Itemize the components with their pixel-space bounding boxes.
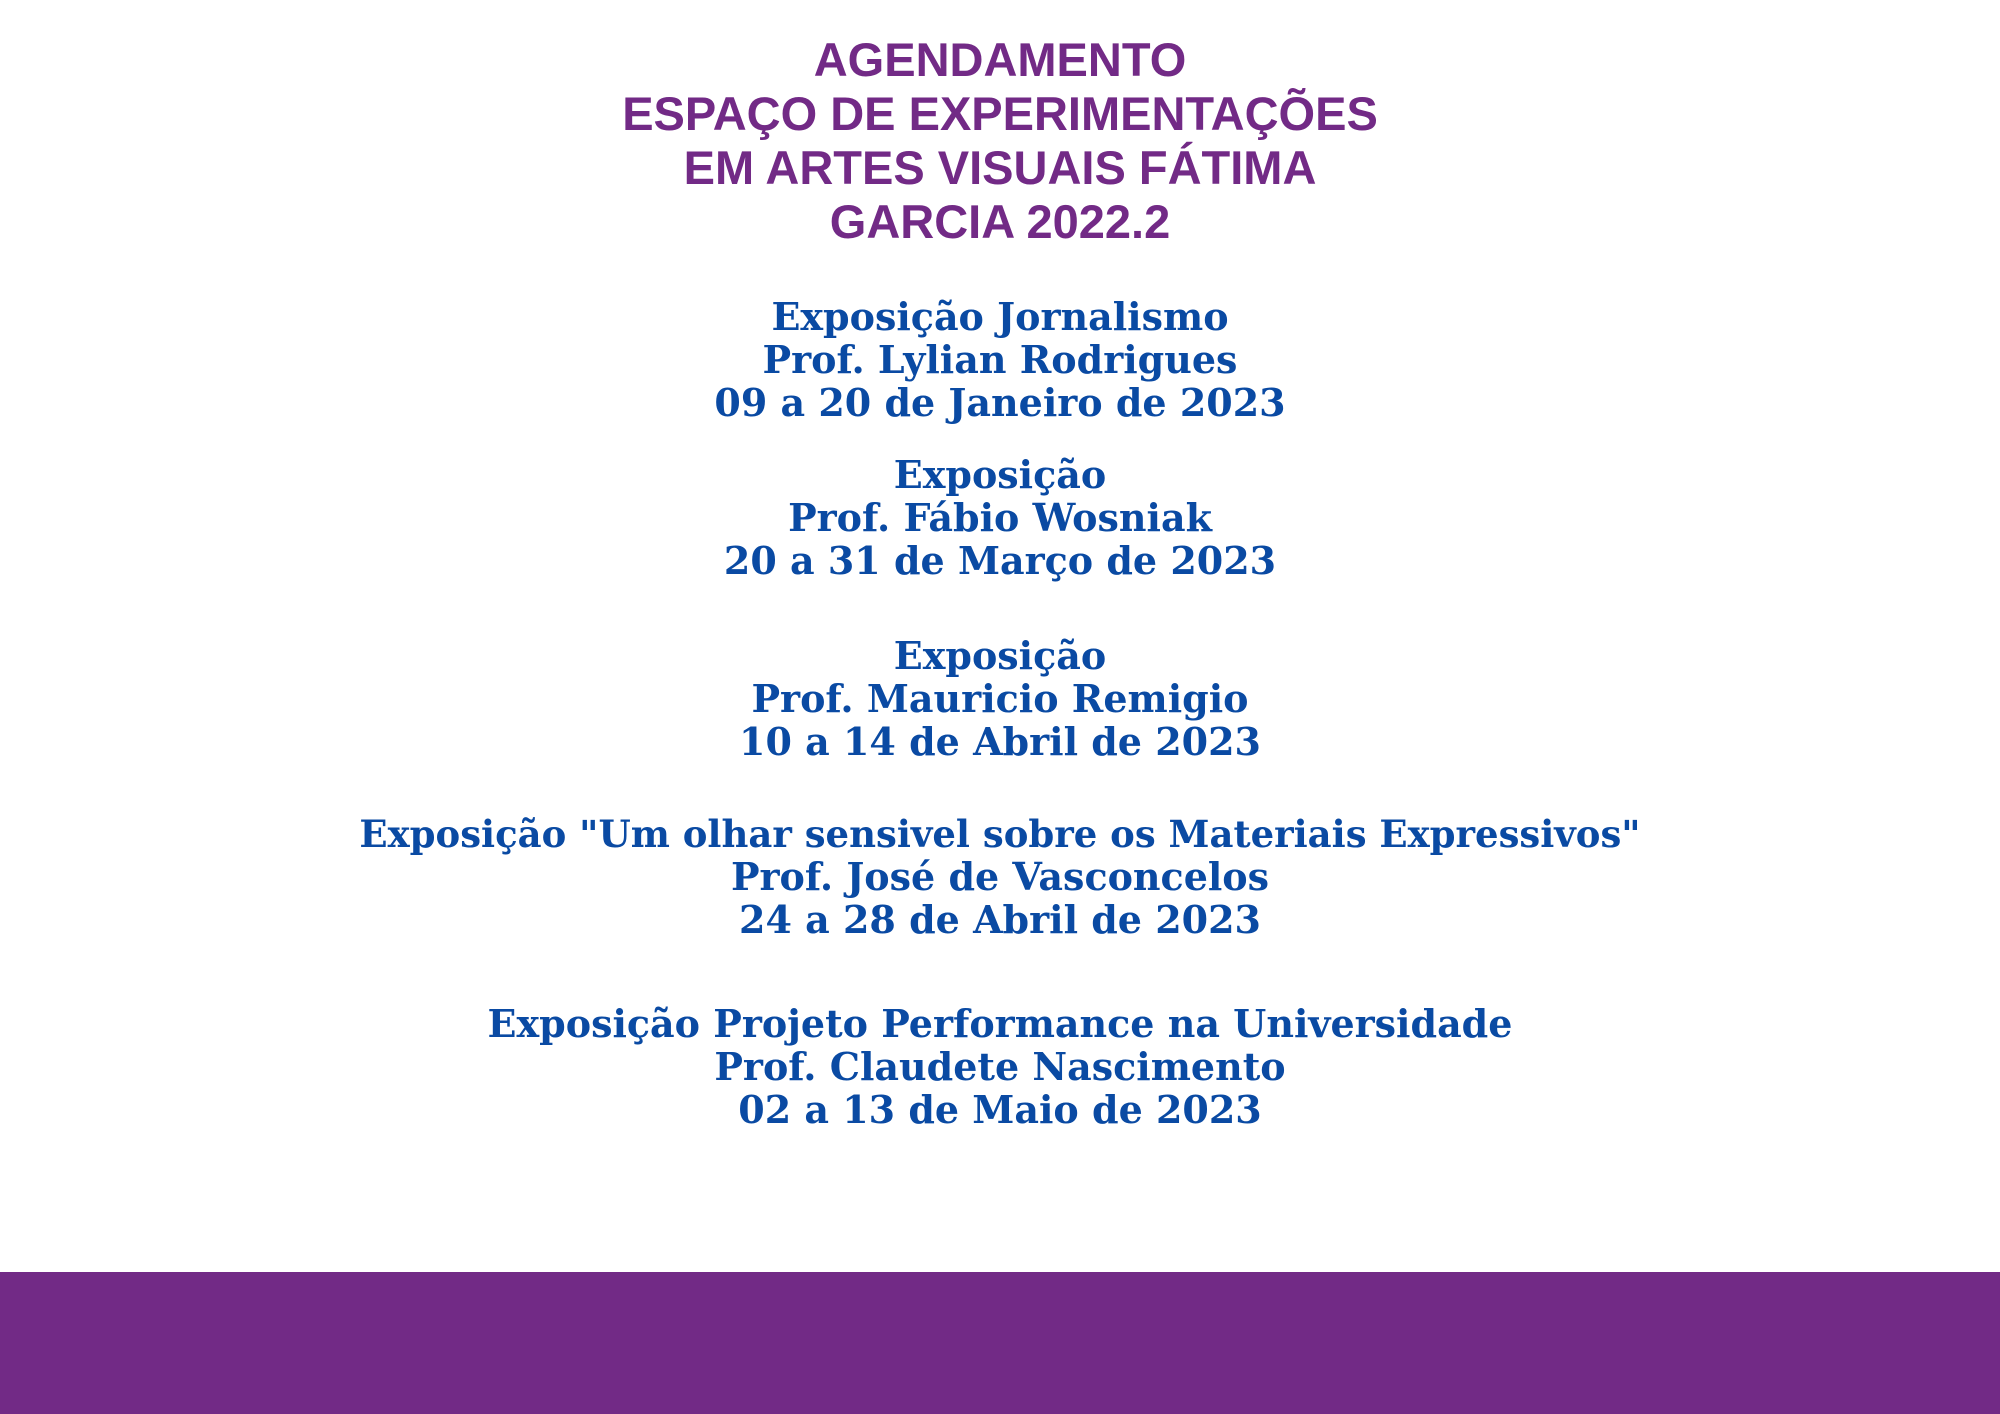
exhibition-professor: Prof. Claudete Nascimento bbox=[714, 1044, 1286, 1089]
exhibition-dates: 10 a 14 de Abril de 2023 bbox=[739, 719, 1261, 764]
title-line-3: EM ARTES VISUAIS FÁTIMA bbox=[683, 141, 1317, 194]
title-line-2: ESPAÇO DE EXPERIMENTAÇÕES bbox=[622, 87, 1378, 140]
title-line-1: AGENDAMENTO bbox=[813, 33, 1187, 86]
exhibition-dates: 09 a 20 de Janeiro de 2023 bbox=[714, 380, 1286, 425]
exhibition-title: Exposição "Um olhar sensivel sobre os Materiais Expressivos" bbox=[359, 812, 1641, 856]
exhibition-dates: 20 a 31 de Março de 2023 bbox=[723, 538, 1277, 583]
title-line-4: GARCIA 2022.2 bbox=[829, 195, 1171, 248]
exhibition-professor: Prof. Fábio Wosniak bbox=[788, 495, 1212, 540]
exhibition-professor: Prof. Mauricio Remigio bbox=[751, 676, 1249, 721]
exhibition-title: Exposição bbox=[893, 452, 1107, 497]
footer-band bbox=[0, 1272, 2000, 1414]
exhibition-professor: Prof. Lylian Rodrigues bbox=[762, 337, 1238, 382]
exhibition-dates: 02 a 13 de Maio de 2023 bbox=[738, 1087, 1262, 1132]
exhibition-professor: Prof. José de Vasconcelos bbox=[730, 854, 1270, 899]
exhibition-dates: 24 a 28 de Abril de 2023 bbox=[739, 897, 1261, 942]
exhibition-title: Exposição Jornalismo bbox=[771, 294, 1229, 339]
exhibition-title: Exposição bbox=[893, 633, 1107, 678]
exhibition-title: Exposição Projeto Performance na Universidade bbox=[487, 1001, 1513, 1046]
